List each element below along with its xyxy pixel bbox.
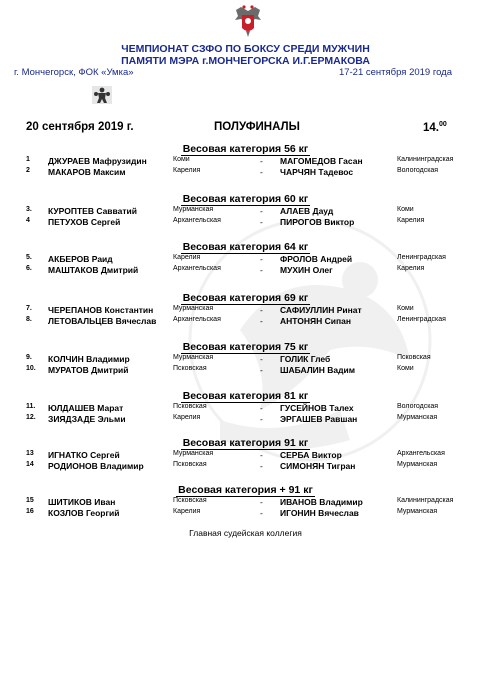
versus-dash: - (260, 461, 263, 471)
bout-number: 10. (26, 365, 36, 372)
boxer-red-corner-region: Карелия (173, 414, 201, 421)
boxer-red-corner-name: РОДИОНОВ Владимир (48, 461, 144, 471)
weight-category-title: Весовая категория 56 кг (182, 143, 309, 155)
weight-category-title: Весовая категория 60 кг (182, 193, 309, 205)
boxer-red-corner-name: ЧЕРЕПАНОВ Константин (48, 305, 154, 315)
federation-emblem-icon (233, 4, 263, 38)
bout-row (0, 167, 491, 179)
boxer-blue-corner-name: МАГОМЕДОВ Гасан (280, 156, 363, 166)
boxer-red-corner-name: МАШТАКОВ Дмитрий (48, 265, 139, 275)
bout-row (0, 461, 491, 473)
boxer-blue-corner-name: ЭРГАШЕВ Равшан (280, 414, 358, 424)
weight-category-heading (0, 193, 491, 205)
boxer-blue-corner-region: Ленинградская (397, 316, 446, 323)
boxer-icon (92, 86, 112, 104)
weight-category-title: Весовая категория + 91 кг (178, 484, 313, 496)
footer-signature: Главная судейская коллегия (189, 528, 302, 538)
weight-category-heading (0, 241, 491, 253)
boxer-blue-corner-name: ГОЛИК Глеб (280, 354, 331, 364)
boxer-red-corner-region: Карелия (173, 508, 201, 515)
boxer-red-corner-region: Псковская (173, 461, 207, 468)
boxer-red-corner-name: ПЕТУХОВ Сергей (48, 217, 121, 227)
boxer-red-corner-name: АКБЕРОВ Раид (48, 254, 113, 264)
boxer-blue-corner-region: Мурманская (397, 508, 438, 515)
boxer-blue-corner-name: АНТОНЯН Сипан (280, 316, 351, 326)
boxer-blue-corner-region: Коми (397, 365, 414, 372)
bout-row (0, 316, 491, 328)
boxer-red-corner-name: МУРАТОВ Дмитрий (48, 365, 129, 375)
boxer-blue-corner-name: ГУСЕЙНОВ Талех (280, 403, 354, 413)
versus-dash: - (260, 497, 263, 507)
bout-number: 12. (26, 414, 36, 421)
bout-number: 2 (26, 167, 30, 174)
bout-number: 5. (26, 254, 32, 261)
boxer-red-corner-name: ИГНАТКО Сергей (48, 450, 120, 460)
memorial-title: ПАМЯТИ МЭРА г.МОНЧЕГОРСКА И.Г.ЕРМАКОВА (121, 55, 370, 67)
boxer-red-corner-name: ШИТИКОВ Иван (48, 497, 116, 507)
boxer-red-corner-name: ЗИЯДЗАДЕ Эльми (48, 414, 126, 424)
venue-text: г. Мончегорск, ФОК «Умка» (14, 67, 134, 78)
boxer-red-corner-name: КУРОПТЕВ Савватий (48, 206, 137, 216)
boxer-blue-corner-name: МУХИН Олег (280, 265, 333, 275)
boxer-blue-corner-name: ШАБАЛИН Вадим (280, 365, 356, 375)
bout-row (0, 265, 491, 277)
versus-dash: - (260, 206, 263, 216)
start-time: 14.00 (423, 121, 447, 134)
versus-dash: - (260, 403, 263, 413)
versus-dash: - (260, 156, 263, 166)
weight-category-heading (0, 437, 491, 449)
weight-category-title: Весовая категория 64 кг (182, 241, 309, 253)
bout-number: 9. (26, 354, 32, 361)
boxer-red-corner-region: Карелия (173, 254, 201, 261)
boxer-red-corner-region: Мурманская (173, 354, 214, 361)
boxer-red-corner-name: МАКАРОВ Максим (48, 167, 126, 177)
boxer-red-corner-name: КОЗЛОВ Георгий (48, 508, 120, 518)
boxer-blue-corner-region: Коми (397, 305, 414, 312)
bout-number: 6. (26, 265, 32, 272)
boxer-blue-corner-region: Карелия (397, 217, 425, 224)
versus-dash: - (260, 414, 263, 424)
bout-number: 14 (26, 461, 34, 468)
bout-number: 15 (26, 497, 34, 504)
versus-dash: - (260, 167, 263, 177)
weight-category-heading (0, 484, 491, 496)
boxer-red-corner-name: ДЖУРАЕВ Мафрузидин (48, 156, 147, 166)
boxer-blue-corner-region: Архангельская (397, 450, 445, 457)
boxer-red-corner-region: Мурманская (173, 305, 214, 312)
boxer-blue-corner-region: Ленинградская (397, 254, 446, 261)
versus-dash: - (260, 254, 263, 264)
boxer-blue-corner-name: САФИУЛЛИН Ринат (280, 305, 362, 315)
bout-number: 3. (26, 206, 32, 213)
boxer-red-corner-name: ЮЛДАШЕВ Марат (48, 403, 124, 413)
boxer-blue-corner-name: ЧАРЧЯН Тадевос (280, 167, 354, 177)
boxer-red-corner-region: Мурманская (173, 206, 214, 213)
boxer-blue-corner-region: Карелия (397, 265, 425, 272)
boxer-blue-corner-name: АЛАЕВ Дауд (280, 206, 334, 216)
bout-row (0, 217, 491, 229)
weight-category-title: Весовая категория 91 кг (182, 437, 309, 449)
boxer-red-corner-region: Псковская (173, 403, 207, 410)
weight-category-heading (0, 390, 491, 402)
weight-category-title: Весовая категория 75 кг (182, 341, 309, 353)
boxer-red-corner-name: КОЛЧИН Владимир (48, 354, 130, 364)
boxer-blue-corner-name: СИМОНЯН Тигран (280, 461, 356, 471)
boxer-red-corner-region: Псковская (173, 497, 207, 504)
weight-category-heading (0, 341, 491, 353)
championship-title: ЧЕМПИОНАТ СЗФО ПО БОКСУ СРЕДИ МУЖЧИН (121, 43, 370, 55)
boxer-red-corner-region: Коми (173, 156, 190, 163)
weight-category-title: Весовая категория 69 кг (182, 292, 309, 304)
bout-number: 11. (26, 403, 36, 410)
versus-dash: - (260, 305, 263, 315)
bout-row (0, 414, 491, 426)
bout-number: 4 (26, 217, 30, 224)
boxer-blue-corner-name: ПИРОГОВ Виктор (280, 217, 355, 227)
boxer-blue-corner-name: ИГОНИН Вячеслав (280, 508, 359, 518)
boxer-red-corner-region: Псковская (173, 365, 207, 372)
boxer-blue-corner-region: Калининградская (397, 497, 454, 504)
bout-row (0, 365, 491, 377)
bout-row (0, 508, 491, 520)
boxer-blue-corner-region: Псковская (397, 354, 431, 361)
stage-title: ПОЛУФИНАЛЫ (214, 121, 300, 133)
boxer-blue-corner-region: Мурманская (397, 414, 438, 421)
boxer-blue-corner-region: Коми (397, 206, 414, 213)
versus-dash: - (260, 508, 263, 518)
versus-dash: - (260, 316, 263, 326)
bout-number: 16 (26, 508, 34, 515)
versus-dash: - (260, 354, 263, 364)
weight-category-heading (0, 292, 491, 304)
boxer-blue-corner-name: ФРОЛОВ Андрей (280, 254, 353, 264)
bout-number: 7. (26, 305, 32, 312)
weight-category-title: Весовая категория 81 кг (182, 390, 309, 402)
boxer-red-corner-region: Архангельская (173, 217, 221, 224)
versus-dash: - (260, 265, 263, 275)
boxer-blue-corner-region: Мурманская (397, 461, 438, 468)
versus-dash: - (260, 450, 263, 460)
boxer-blue-corner-region: Вологодская (397, 403, 439, 410)
bout-number: 13 (26, 450, 34, 457)
bout-number: 8. (26, 316, 32, 323)
boxer-red-corner-region: Мурманская (173, 450, 214, 457)
boxer-blue-corner-name: СЕРБА Виктор (280, 450, 342, 460)
boxer-red-corner-name: ЛЕТОВАЛЬЦЕВ Вячеслав (48, 316, 157, 326)
boxer-red-corner-region: Карелия (173, 167, 201, 174)
weight-category-heading (0, 143, 491, 155)
event-date: 20 сентября 2019 г. (26, 121, 134, 133)
versus-dash: - (260, 217, 263, 227)
dates-text: 17-21 сентября 2019 года (338, 67, 452, 78)
boxer-red-corner-region: Архангельская (173, 316, 221, 323)
bout-number: 1 (26, 156, 30, 163)
boxer-red-corner-region: Архангельская (173, 265, 221, 272)
boxer-blue-corner-region: Вологодская (397, 167, 439, 174)
boxer-blue-corner-region: Калининградская (397, 156, 454, 163)
versus-dash: - (260, 365, 263, 375)
boxer-blue-corner-name: ИВАНОВ Владимир (280, 497, 363, 507)
